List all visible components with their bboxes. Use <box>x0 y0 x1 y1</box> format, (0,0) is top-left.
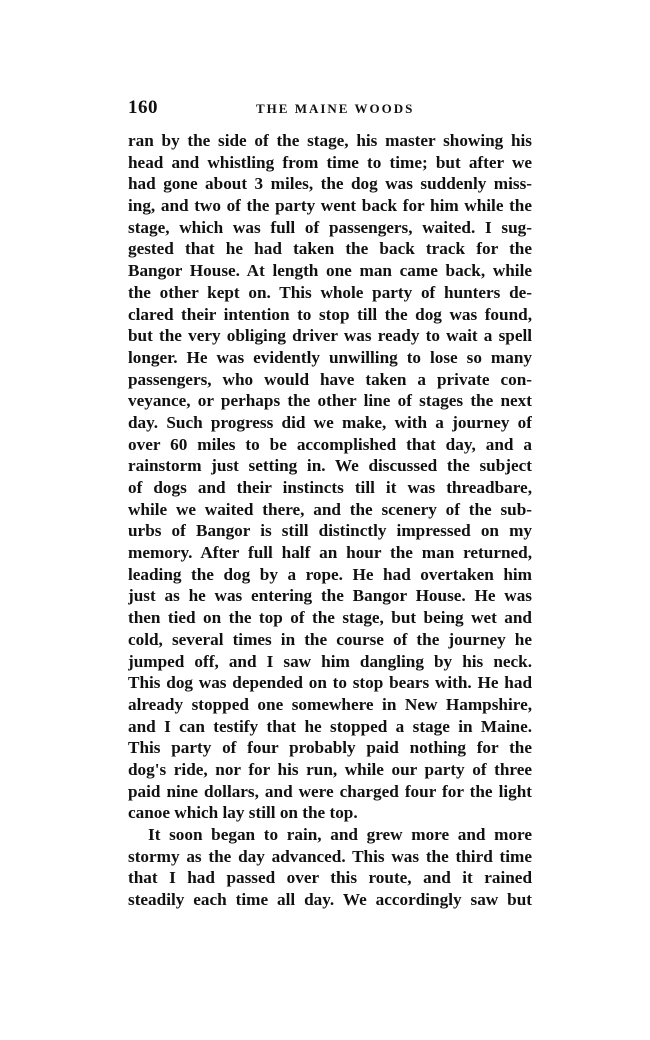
text-line: just as he was entering the Bangor House. He was <box>128 586 532 606</box>
text-line: This party of four probably paid nothing for the <box>128 738 532 758</box>
text-line: already stopped one somewhere in New Hampshire, <box>128 694 532 714</box>
paragraph-start-line: It soon began to rain, and grew more and more <box>148 825 532 844</box>
text-line: head and whistling from time to time; but after we <box>128 152 532 172</box>
text-line: then tied on the top of the stage, but being wet and <box>128 608 532 628</box>
text-line: jumped off, and I saw him dangling by his neck. <box>128 651 532 671</box>
text-line: ing, and two of the party went back for him while the <box>128 196 532 216</box>
text-line: This dog was depended on to stop bears with. He had <box>128 673 532 693</box>
text-line: of dogs and their instincts till it was threadbare, <box>128 478 532 497</box>
text-line: Bangor House. At length one man came back, while <box>128 261 532 281</box>
text-line: clared their intention to stop till the dog was found, <box>128 304 532 324</box>
text-line: memory. After full half an hour the man returned, <box>128 543 532 563</box>
text-line: longer. He was evidently unwilling to lose so many <box>128 347 532 367</box>
text-line: ran by the side of the stage, his master showing his <box>128 131 532 150</box>
text-line: gested that he had taken the back track for the <box>128 239 532 259</box>
paragraph-end-line: canoe which lay still on the top. <box>128 803 358 823</box>
text-line: passengers, who would have taken a private con- <box>128 369 532 389</box>
text-line: veyance, or perhaps the other line of stages the next <box>128 391 532 411</box>
text-line: over 60 miles to be accomplished that day, and a <box>128 434 532 454</box>
text-line: steadily each time all day. We accordingly saw but <box>128 890 532 910</box>
text-line: paid nine dollars, and were charged four for the light <box>128 781 532 801</box>
page-number: 160 <box>128 97 158 118</box>
text-line: dog's ride, nor for his run, while our party of three <box>128 759 532 779</box>
text-line: urbs of Bangor is still distinctly impressed on my <box>128 521 532 541</box>
text-line: stormy as the day advanced. This was the third time <box>128 846 532 866</box>
text-line: but the very obliging driver was ready to wait a spell <box>128 326 532 346</box>
text-line: rainstorm just setting in. We discussed the subject <box>128 456 532 476</box>
text-line: leading the dog by a rope. He had overtaken him <box>128 564 532 584</box>
text-line: day. Such progress did we make, with a journey of <box>128 412 532 432</box>
text-line: the other kept on. This whole party of hunters de- <box>128 282 532 302</box>
running-head <box>128 97 532 121</box>
text-line: and I can testify that he stopped a stage in Maine. <box>128 716 532 736</box>
body-text <box>128 130 532 911</box>
text-line: while we waited there, and the scenery of the sub- <box>128 499 532 519</box>
text-line: that I had passed over this route, and it rained <box>128 868 532 888</box>
text-line: stage, which was full of passengers, waited. I sug- <box>128 217 532 237</box>
text-line: had gone about 3 miles, the dog was suddenly miss- <box>128 174 532 194</box>
book-title: THE MAINE WOODS <box>256 101 415 116</box>
text-line: cold, several times in the course of the journey he <box>128 629 532 649</box>
